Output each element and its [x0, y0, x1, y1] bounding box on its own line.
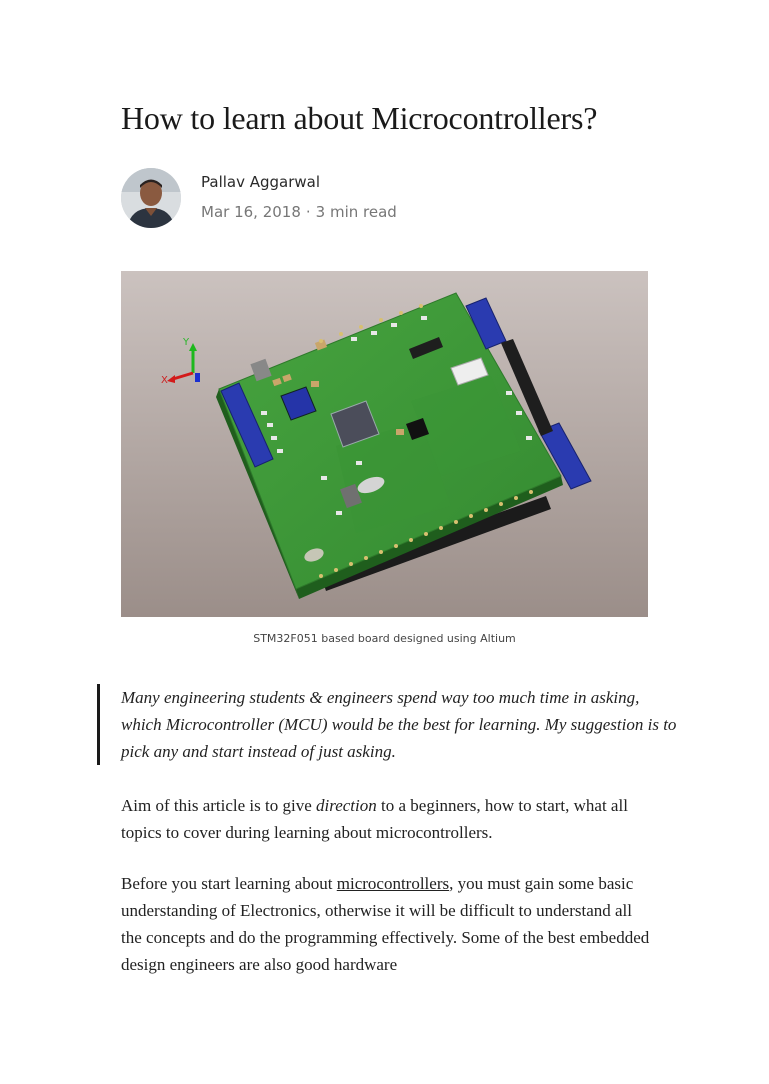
emphasis-direction: direction [316, 796, 377, 815]
publish-date[interactable]: Mar 16, 2018 [201, 203, 301, 221]
meta-separator: · [305, 203, 311, 221]
figure-caption: STM32F051 based board designed using Altium [253, 632, 516, 645]
avatar-image [121, 168, 181, 228]
pull-quote: Many engineering students & engineers spend way too much time in asking, which Microcontroller (MCU) would be the best for learning. My suggestion is to pick any and start instead of just asking. [97, 684, 681, 765]
paragraph-before-you-start [121, 870, 651, 978]
author-name[interactable]: Pallav Aggarwal [201, 173, 321, 191]
article-figure[interactable] [121, 271, 648, 617]
avatar[interactable] [121, 168, 181, 228]
article-meta [201, 203, 397, 221]
paragraph-before-end: , you must gain some basic understanding of Electronics, otherwise it will be difficult to understand all the concepts and do the programming effectively. Some of the best embedded design engineers are also good hardware [121, 874, 650, 974]
read-time: 3 min read [315, 203, 397, 221]
pcb-render-image [121, 271, 648, 617]
axis-label-y: Y [183, 337, 190, 348]
paragraph-aim-start: Aim of this article is to give [121, 796, 316, 815]
paragraph-before-start: Before you start learning about [121, 874, 337, 893]
axis-label-x: X [161, 375, 168, 386]
paragraph-aim-end: to a beginners, how to start, what all topics to cover during learning about microcontrollers. [121, 796, 628, 842]
microcontrollers-link[interactable]: microcontrollers [336, 874, 450, 893]
paragraph-aim [121, 792, 651, 846]
article-title: How to learn about Microcontrollers? [121, 100, 598, 136]
